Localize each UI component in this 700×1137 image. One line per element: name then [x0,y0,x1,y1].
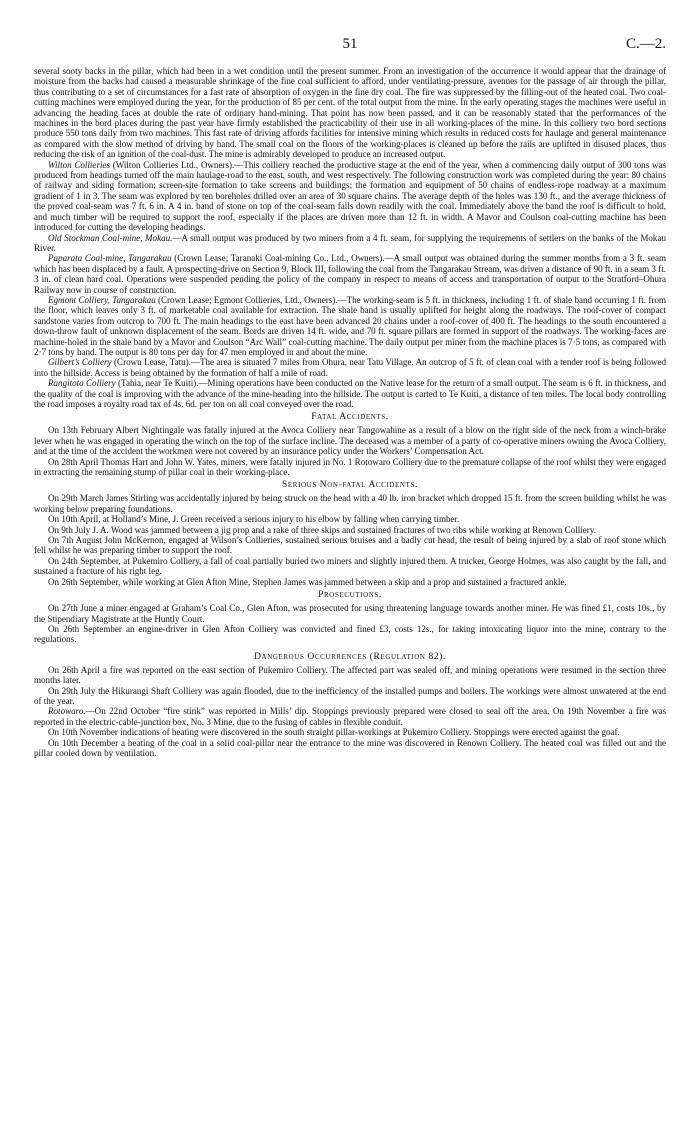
page-header [34,36,666,58]
section-heading-prosecutions: Prosecutions. [318,590,382,601]
paragraph-serious-1: On 29th March James Stirling was accidentally injured by being struck on the head with a 40 lb. iron bracket which dropped 15 ft. from the screen building whilst he was working below preparing foundations. [34,493,666,514]
paragraph-serious-3: On 9th July J. A. Wood was jammed between a jig prop and a rake of three skips and sustained fractures of two ribs while working at Renown Colliery. [48,524,596,535]
paragraph-serious-6: On 26th September, while working at Glen Afton Mine, Stephen James was jammed between a skip and a prop and sustained a fractured ankle. [48,576,567,587]
paragraph-paparata: Paparata Coal-mine, Tangarakau (Crown Lease; Taranaki Coal-mining Co., Ltd., Owners).—A small output was obtained during the summer months from a 3 ft. seam which has been displaced by a fault. A prospecting-drive on Section 9, Block III, following the coal from the Tangarakau Stream, was driven a distance of 90 ft. in a seam 3 ft. 3 in. of clean hard coal. Operations were suspended pending the policy of the company in respect to means of access and transportation of output to the Stratford–Ohura Railway now in course of construction. [34,253,666,295]
paragraph-prosecution-2: On 26th September an engine-driver in Glen Afton Colliery was convicted and fined £3, costs 12s., for taking intoxicating liquor into the mine, contrary to the regulations. [34,623,666,645]
paragraph-rangitoto: Rangitoto Colliery (Tahia, near Te Kuiti).—Mining operations have been conducted on the Native lease for the return of a small output. The seam is 6 ft. in thickness, and the quality of the coal is improving with the advance of the mine-heading into the hillside. The output is carted to Te Kuiti, a distance of ten miles. The local body controlling the road imposes a royalty road tax of 4s. 6d. per ton on all coal conveyed over the road. [34,378,666,409]
paragraph-fatal-2: On 28th April Thomas Hart and John W. Yates, miners, were fatally injured in No. 1 Rotowaro Colliery due to the premature collapse of the roof whilst they were engaged in extracting the remaining stump of pillar coal in their working-place. [34,456,666,478]
paragraph-old-stockman: Old Stockman Coal-mine, Mokau.—A small output was produced by two miners from a 4 ft. seam, for supplying the requirements of settlers on the banks of the Mokau River. [34,232,666,253]
paragraph-serious-4: On 7th August John McKernon, engaged at Wilson’s Collieries, sustained serious bruises and a badly cut head, the result of being injured by a slab of roof stone which fell whilst he was preparing timber to support the roof. [34,535,666,556]
colliery-name: Paparata Coal-mine, Tangarakau [48,253,172,264]
colliery-name: Egmont Colliery, Tangarakau [48,294,156,305]
paragraph-dangerous-2: On 29th July the Hikurangi Shaft Colliery was again flooded, due to the inefficiency of the installed pumps and boilers. The workings were almost unwatered at the end of the year. [34,685,666,706]
paragraph-serious-5: On 24th September, at Pukemiro Colliery, a fall of coal partially buried two miners and slightly injured them. A trucker, George Holmes, was also caught by the fall, and sustained a fracture of his right leg. [34,555,666,577]
document-page [34,36,666,758]
document-code: C.—2. [625,36,666,52]
colliery-name: Wilton Collieries [48,159,111,170]
paragraph-prosecution-1: On 27th June a miner engaged at Graham’s Coal Co., Glen Afton, was prosecuted for using threatening language towards another miner. He was fined £1, costs 10s., by the Stipendiary Magistrate at the Huntly Court. [34,603,666,624]
section-heading-serious-accidents: Serious Non-fatal Accidents. [282,480,418,491]
paragraph-fatal-1: On 13th February Albert Nightingale was fatally injured at the Avoca Colliery near Tangowahine as a result of a blow on the right side of the neck from a winch-brake lever when he was engaged in operating the winch on the top of the surface incline. The deceased was a member of a party of co-operative miners owning the Avoca Colliery, and at the time of the accident the workmen were not covered by an insurance policy under the Workers’ Compensation Act. [34,425,666,457]
paragraph-dangerous-4: On 10th November indications of heating were discovered in the south straight pillar-workings at Pukemiro Colliery. Stoppings were erected against the goaf. [48,727,620,738]
paragraph-egmont: Egmont Colliery, Tangarakau (Crown Lease; Egmont Collieries, Ltd., Owners).—The working-seam is 5 ft. in thickness, including 1 ft. of shale band occurring 1 ft. from the floor, which leaves only 3 ft. of marketable coal available for extraction. The shale band is usually uplifted for height along the roadways. The roof-cover of compact sandstone varies from outcrop to 700 ft. The main headings to the east have been advanced 20 chains under a roof-cover of 400 ft. The headings to the south encountered a down-throw fault of unknown displacement of the seam. Bords are driven 14 ft. wide, and 70 ft. square pillars are formed in support of the roadways. The working-faces are machine-holed in the shale band by a Mavor and Coulson “Arc Wall” coal-cutting machine. The daily output per miner from the machine places is 7·5 tons, as compared with 2·7 tons by hand. The output is 80 tons per day for 47 men employed in and about the mine. [34,294,667,357]
paragraph-serious-2: On 10th April, at Holland’s Mine, J. Green received a serious injury to his elbow by falling when carrying timber. [48,514,460,525]
section-heading-dangerous-occurrences: Dangerous Occurrences (Regulation 82). [254,651,446,662]
paragraph-dangerous-5: On 10th December a heating of the coal in a solid coal-pillar near the entrance to the mine was discovered in Renown Colliery. The heated coal was filled out and the pillar cooled down by ventilation. [34,737,666,758]
colliery-name: Gilbert’s Colliery [48,357,112,368]
colliery-name: Rangitoto Colliery [48,378,116,389]
paragraph-dangerous-1: On 26th April a fire was reported on the east section of Pukemiro Colliery. The affected part was sealed off, and mining operations were resumed in the section three months later. [34,664,666,686]
colliery-name: Rotowaro. [48,706,86,717]
section-heading-fatal-accidents: Fatal Accidents. [311,412,389,423]
colliery-name: Old Stockman Coal-mine, Mokau. [48,232,173,243]
page-number: 51 [342,36,358,52]
paragraph-gilbert: Gilbert’s Colliery (Crown Lease, Tatu).—The area is situated 7 miles from Ohura, near Tatu Village. An outcrop of 5 ft. of clean coal with a tender roof is being followed into the hillside. Access is being obtained by the formation of half a mile of road. [34,357,666,378]
paragraph-continuation: several sooty backs in the pillar, which had been in a wet condition until the present summer. From an investigation of the occurrence it would appear that the drainage of moisture from the backs had caused a measurable shrinkage of the fine coal sufficient to afford, under ventilating-pressure, avenues for the passage of air through the pillar, thus contributing to a set of circumstances for a fast rate of absorption of oxygen in the fine dry coal. The fire was suppressed by the filling-out of the heated coal. Two coal-cutting machines were employed during the year, for the production of 85 per cent. of the total output from the mine. In the early operating stages the machines were useful in advancing the heading faces at double the rate of ordinary hand-mining. That point has now been passed, and it can be reasonably stated that the performances of the machines in the bord places during the past year have firmly established the practicability of their use in all working-places of the mine. In this colliery two bord sections produce 550 tons daily from two machines. This fast rate of driving affords facilities for intensive mining which results in reduced costs for haulage and general maintenance as compared with the slow method of driving by hand. The small coal on the floors of the working-places is cleaned up before the rails are uplifted in disused places, thus reducing the risk of an ignition of the coal-dust. The mine is admirably developed to produce an increased output. [34,66,666,160]
paragraph-rotowaro: Rotowaro.—On 22nd October “fire stink” was reported in Mills’ dip. Stoppings previously prepared were closed to seal off the area. On 19th November a fire was reported in the electric-cable-junction box, No. 3 Mine, due to the fusing of cables in flexible conduit. [34,706,666,727]
paragraph-wilton: Wilton Collieries (Wilton Collieries Ltd., Owners).—This colliery reached the productive stage at the end of the year, when a commencing daily output of 300 tons was produced from headings turned off the main haulage-road to the east, south, and west respectively. The following construction work was completed during the year: 80 chains of railway and siding formation; screen-site formation to take screens and buildings; the formation and equipment of 50 chains of endless-rope roadway at a maximum gradient of 1 in 3. The seam was explored by ten boreholes drilled over an area of 30 square chains. The average depth of the holes was 130 ft., and the average thickness of the proved coal-seam was 7 ft. 6 in. A 4 in. band of stone on top of the coal-seam falls down readily with the coal. Immediately above the band the roof is difficult to hold, and much timber will be required to support the roof, especially if the places are driven more than 12 ft. in width. A Mavor and Coulson coal-cutting machine has been introduced for cutting the developing headings. [34,159,666,233]
